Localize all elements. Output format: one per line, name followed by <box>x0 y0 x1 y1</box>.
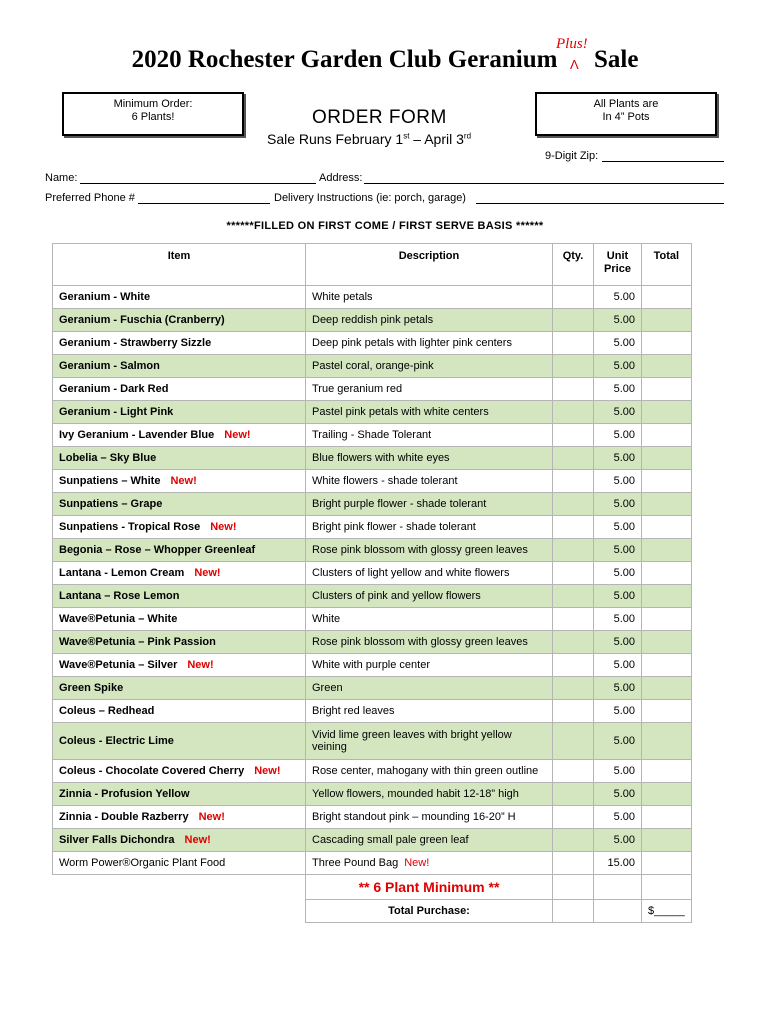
item-cell <box>53 378 306 401</box>
table-row <box>53 539 692 562</box>
notice-text: ******FILLED ON FIRST COME / FIRST SERVE BASIS ****** <box>226 220 544 232</box>
item-description: Pastel coral, orange-pink <box>312 360 434 372</box>
item-description: White <box>312 613 341 625</box>
item-name: Coleus - Electric Lime <box>59 735 174 747</box>
qty-input[interactable] <box>553 829 594 852</box>
item-description: White petals <box>312 291 373 303</box>
order-table <box>52 243 692 923</box>
item-name: Lantana - Lemon Cream <box>59 567 185 579</box>
item-cell <box>53 760 306 783</box>
line-total[interactable] <box>642 700 692 723</box>
description-cell <box>306 286 553 309</box>
item-cell <box>53 424 306 447</box>
description-cell <box>306 608 553 631</box>
item-name: Geranium - Dark Red <box>59 383 169 395</box>
description-cell <box>306 562 553 585</box>
delivery-field[interactable] <box>476 190 724 204</box>
description-cell <box>306 760 553 783</box>
qty-input[interactable] <box>553 806 594 829</box>
line-total[interactable] <box>642 585 692 608</box>
footer-row-minimum <box>53 875 692 900</box>
item-cell <box>53 806 306 829</box>
unit-price: 5.00 <box>594 493 642 516</box>
title-suffix: Sale <box>593 46 639 73</box>
title-main: 2020 Rochester Garden Club Geranium <box>131 46 558 73</box>
footer-spacer-2 <box>53 900 306 923</box>
unit-price: 5.00 <box>594 829 642 852</box>
description-cell <box>306 470 553 493</box>
unit-price: 5.00 <box>594 516 642 539</box>
qty-input[interactable] <box>553 424 594 447</box>
qty-input[interactable] <box>553 378 594 401</box>
line-total[interactable] <box>642 309 692 332</box>
item-description: Three Pound Bag <box>312 857 399 869</box>
item-name: Geranium - Light Pink <box>59 406 174 418</box>
description-cell <box>306 447 553 470</box>
item-cell <box>53 493 306 516</box>
item-name: Geranium - Strawberry Sizzle <box>59 337 212 349</box>
pots-box <box>535 92 717 136</box>
unit-price: 5.00 <box>594 332 642 355</box>
item-name: Geranium - White <box>59 291 151 303</box>
qty-input[interactable] <box>553 608 594 631</box>
table-row <box>53 829 692 852</box>
pots-line1: All Plants are <box>593 98 659 110</box>
new-badge: New! <box>210 521 237 533</box>
item-name: Lobelia – Sky Blue <box>59 452 157 464</box>
item-description: Deep reddish pink petals <box>312 314 434 326</box>
unit-price: 5.00 <box>594 378 642 401</box>
unit-price: 5.00 <box>594 286 642 309</box>
qty-input[interactable] <box>553 852 594 875</box>
caret-mark: Λ <box>570 57 579 72</box>
item-name: Lantana – Rose Lemon <box>59 590 180 602</box>
item-description: Bright red leaves <box>312 705 395 717</box>
description-cell <box>306 401 553 424</box>
table-row <box>53 401 692 424</box>
line-total[interactable] <box>642 760 692 783</box>
item-cell <box>53 539 306 562</box>
footer-qty-cell-2 <box>553 900 594 923</box>
item-cell <box>53 829 306 852</box>
table-row <box>53 493 692 516</box>
table-row <box>53 654 692 677</box>
item-description: Bright pink flower - shade tolerant <box>312 521 476 533</box>
table-row <box>53 677 692 700</box>
item-name: Worm Power®Organic Plant Food <box>59 857 226 869</box>
footer-total-cell <box>642 875 692 900</box>
description-cell <box>306 355 553 378</box>
qty-input[interactable] <box>553 286 594 309</box>
table-row <box>53 700 692 723</box>
description-cell <box>306 723 553 760</box>
page-title <box>0 46 770 74</box>
line-total[interactable] <box>642 355 692 378</box>
sale-dates-sup2: rd <box>463 131 472 141</box>
new-badge: New! <box>184 834 211 846</box>
sale-dates-start: Sale Runs February 1 <box>267 131 404 147</box>
unit-price: 5.00 <box>594 424 642 447</box>
unit-price: 5.00 <box>594 700 642 723</box>
item-name: Coleus – Redhead <box>59 705 155 717</box>
address-field[interactable] <box>364 170 724 184</box>
new-badge: New! <box>187 659 214 671</box>
item-description: Bright purple flower - shade tolerant <box>312 498 487 510</box>
line-total[interactable] <box>642 852 692 875</box>
item-cell <box>53 309 306 332</box>
item-description: Rose pink blossom with glossy green leaves <box>312 544 528 556</box>
item-description: Yellow flowers, mounded habit 12-18” high <box>312 788 519 800</box>
description-cell <box>306 539 553 562</box>
line-total[interactable] <box>642 447 692 470</box>
item-name: Begonia – Rose – Whopper Greenleaf <box>59 544 256 556</box>
item-cell <box>53 723 306 760</box>
footer-row-total <box>53 900 692 923</box>
table-row <box>53 424 692 447</box>
description-cell <box>306 516 553 539</box>
unit-price: 5.00 <box>594 309 642 332</box>
col-unit-price-header <box>594 244 642 286</box>
col-total-header: Total <box>642 244 692 286</box>
item-cell <box>53 447 306 470</box>
item-description: Clusters of light yellow and white flowers <box>312 567 510 579</box>
item-cell <box>53 631 306 654</box>
unit-price: 5.00 <box>594 401 642 424</box>
item-name: Zinnia - Double Razberry <box>59 811 189 823</box>
address-label: Address: <box>319 172 363 184</box>
description-cell <box>306 424 553 447</box>
table-row <box>53 806 692 829</box>
unit-price: 5.00 <box>594 806 642 829</box>
unit-price: 5.00 <box>594 355 642 378</box>
unit-price: 5.00 <box>594 608 642 631</box>
total-purchase-value[interactable]: $_____ <box>642 900 692 923</box>
qty-input[interactable] <box>553 585 594 608</box>
item-description: Pastel pink petals with white centers <box>312 406 489 418</box>
unit-price: 5.00 <box>594 447 642 470</box>
item-name: Sunpatiens – Grape <box>59 498 163 510</box>
description-cell <box>306 309 553 332</box>
qty-input[interactable] <box>553 470 594 493</box>
item-cell <box>53 286 306 309</box>
plant-minimum: ** 6 Plant Minimum ** <box>306 875 553 900</box>
item-description: Clusters of pink and yellow flowers <box>312 590 481 602</box>
qty-input[interactable] <box>553 723 594 760</box>
unit-price: 5.00 <box>594 654 642 677</box>
unit-price: 5.00 <box>594 723 642 760</box>
qty-input[interactable] <box>553 760 594 783</box>
description-cell <box>306 783 553 806</box>
qty-input[interactable] <box>553 539 594 562</box>
item-name: Wave®Petunia – White <box>59 613 178 625</box>
item-description: Trailing - Shade Tolerant <box>312 429 432 441</box>
item-description: Deep pink petals with lighter pink centers <box>312 337 512 349</box>
item-name: Green Spike <box>59 682 124 694</box>
name-label: Name: <box>45 172 78 184</box>
new-badge: New! <box>198 811 225 823</box>
unit-price: 5.00 <box>594 631 642 654</box>
item-cell <box>53 608 306 631</box>
description-cell <box>306 677 553 700</box>
col-description-header: Description <box>306 244 553 286</box>
description-cell <box>306 585 553 608</box>
item-name: Wave®Petunia – Pink Passion <box>59 636 216 648</box>
qty-input[interactable] <box>553 677 594 700</box>
item-name: Sunpatiens – White <box>59 475 161 487</box>
line-total[interactable] <box>642 470 692 493</box>
sale-dates <box>267 131 471 147</box>
line-total[interactable] <box>642 516 692 539</box>
item-description: Vivid lime green leaves with bright yellow veining <box>312 729 512 753</box>
qty-input[interactable] <box>553 355 594 378</box>
table-row <box>53 378 692 401</box>
item-cell <box>53 401 306 424</box>
table-row <box>53 608 692 631</box>
table-row <box>53 631 692 654</box>
line-total[interactable] <box>642 654 692 677</box>
description-cell <box>306 654 553 677</box>
sale-dates-sup1: st <box>403 131 410 141</box>
line-total[interactable] <box>642 829 692 852</box>
item-description: Bright standout pink – mounding 16-20” H <box>312 811 516 823</box>
item-description: Blue flowers with white eyes <box>312 452 450 464</box>
description-cell <box>306 493 553 516</box>
minimum-order-line2: 6 Plants! <box>131 111 175 123</box>
item-name: Ivy Geranium - Lavender Blue <box>59 429 215 441</box>
line-total[interactable] <box>642 332 692 355</box>
line-total[interactable] <box>642 286 692 309</box>
new-badge: New! <box>194 567 221 579</box>
plus-text: Plus! <box>556 36 588 52</box>
unit-price: 5.00 <box>594 585 642 608</box>
qty-input[interactable] <box>553 631 594 654</box>
qty-input[interactable] <box>553 332 594 355</box>
qty-input[interactable] <box>553 516 594 539</box>
item-description: True geranium red <box>312 383 403 395</box>
total-purchase-label: Total Purchase: <box>306 900 553 923</box>
qty-input[interactable] <box>553 493 594 516</box>
unit-price: 15.00 <box>594 852 642 875</box>
delivery-label: Delivery Instructions (ie: porch, garage) <box>274 192 466 204</box>
description-cell <box>306 332 553 355</box>
unit-price: 5.00 <box>594 677 642 700</box>
line-total[interactable] <box>642 493 692 516</box>
item-name: Geranium - Salmon <box>59 360 160 372</box>
footer-price-cell <box>594 875 642 900</box>
table-row <box>53 585 692 608</box>
col-qty-header: Qty. <box>553 244 594 286</box>
new-badge: New! <box>404 857 430 869</box>
item-description: Rose pink blossom with glossy green leaves <box>312 636 528 648</box>
qty-input[interactable] <box>553 309 594 332</box>
new-badge: New! <box>254 765 281 777</box>
unit-price: 5.00 <box>594 562 642 585</box>
table-header-row <box>53 244 692 286</box>
footer-price-cell-2 <box>594 900 642 923</box>
item-cell <box>53 470 306 493</box>
zip-field[interactable] <box>602 148 724 162</box>
minimum-order-line1: Minimum Order: <box>113 98 193 110</box>
line-total[interactable] <box>642 783 692 806</box>
table-row <box>53 852 692 875</box>
line-total[interactable] <box>642 723 692 760</box>
item-name: Wave®Petunia – Silver <box>59 659 178 671</box>
line-total[interactable] <box>642 677 692 700</box>
item-description: White flowers - shade tolerant <box>312 475 458 487</box>
qty-input[interactable] <box>553 401 594 424</box>
item-description: White with purple center <box>312 659 430 671</box>
line-total[interactable] <box>642 424 692 447</box>
item-name: Sunpatiens - Tropical Rose <box>59 521 201 533</box>
new-badge: New! <box>224 429 251 441</box>
description-cell <box>306 806 553 829</box>
qty-input[interactable] <box>553 700 594 723</box>
table-row <box>53 783 692 806</box>
table-row <box>53 286 692 309</box>
description-cell <box>306 852 553 875</box>
table-row <box>53 562 692 585</box>
sale-dates-end: – April 3 <box>409 131 464 147</box>
description-cell <box>306 700 553 723</box>
unit-price: 5.00 <box>594 470 642 493</box>
description-cell <box>306 631 553 654</box>
line-total[interactable] <box>642 378 692 401</box>
item-cell <box>53 516 306 539</box>
zip-label: 9-Digit Zip: <box>545 150 599 162</box>
item-cell <box>53 585 306 608</box>
item-cell <box>53 677 306 700</box>
table-row <box>53 332 692 355</box>
name-field[interactable] <box>80 170 316 184</box>
qty-input[interactable] <box>553 783 594 806</box>
item-name: Coleus - Chocolate Covered Cherry <box>59 765 245 777</box>
form-title: ORDER FORM <box>312 107 447 128</box>
unit-price: 5.00 <box>594 539 642 562</box>
table-row <box>53 355 692 378</box>
item-description: Rose center, mahogany with thin green outline <box>312 765 539 777</box>
pots-line2: In 4” Pots <box>602 111 650 123</box>
item-name: Zinnia - Profusion Yellow <box>59 788 190 800</box>
footer-spacer <box>53 875 306 900</box>
table-row <box>53 516 692 539</box>
unit-price: 5.00 <box>594 760 642 783</box>
qty-input[interactable] <box>553 562 594 585</box>
new-badge: New! <box>170 475 197 487</box>
col-item-header: Item <box>53 244 306 286</box>
item-description: Green <box>312 682 343 694</box>
unit-price-header-text: Unit Price <box>604 250 631 275</box>
item-cell <box>53 562 306 585</box>
footer-qty-cell <box>553 875 594 900</box>
item-name: Silver Falls Dichondra <box>59 834 175 846</box>
item-cell <box>53 700 306 723</box>
description-cell <box>306 378 553 401</box>
line-total[interactable] <box>642 631 692 654</box>
unit-price: 5.00 <box>594 783 642 806</box>
item-cell <box>53 654 306 677</box>
minimum-order-box <box>62 92 244 136</box>
table-row <box>53 447 692 470</box>
item-name: Geranium - Fuschia (Cranberry) <box>59 314 225 326</box>
table-row <box>53 470 692 493</box>
table-row <box>53 760 692 783</box>
item-cell <box>53 852 306 875</box>
item-cell <box>53 332 306 355</box>
table-row <box>53 309 692 332</box>
item-cell <box>53 783 306 806</box>
qty-input[interactable] <box>553 447 594 470</box>
item-cell <box>53 355 306 378</box>
line-total[interactable] <box>642 401 692 424</box>
description-cell <box>306 829 553 852</box>
item-description: Cascading small pale green leaf <box>312 834 469 846</box>
table-row <box>53 723 692 760</box>
line-total[interactable] <box>642 562 692 585</box>
phone-label: Preferred Phone # <box>45 192 135 204</box>
phone-field[interactable] <box>138 190 270 204</box>
line-total[interactable] <box>642 608 692 631</box>
line-total[interactable] <box>642 806 692 829</box>
qty-input[interactable] <box>553 654 594 677</box>
line-total[interactable] <box>642 539 692 562</box>
